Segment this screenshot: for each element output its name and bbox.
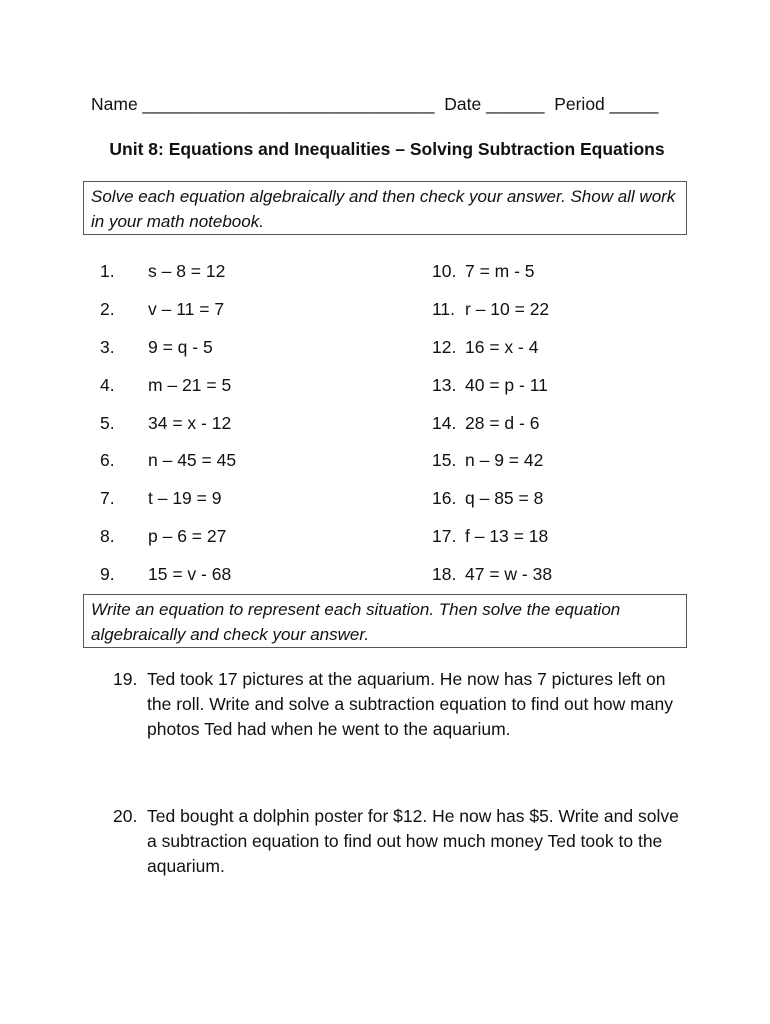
problem-number: 6. (100, 450, 115, 471)
problem-number: 13. (432, 374, 457, 395)
problem-equation: 16 = x - 4 (465, 336, 539, 357)
problem-item (100, 253, 236, 291)
instructions-box-1: Solve each equation algebraically and then check your answer. Show all work in your math notebook. (83, 181, 687, 235)
problem-number: 4. (100, 374, 115, 395)
word-problem-20 (113, 804, 683, 879)
problem-item (432, 555, 552, 593)
problem-number: 10. (432, 261, 457, 282)
problems-left-column (100, 253, 236, 593)
problem-number: 15. (432, 450, 457, 471)
problem-item (100, 404, 236, 442)
problem-item (432, 329, 552, 367)
page-title: Unit 8: Equations and Inequalities – Solving Subtraction Equations (109, 139, 665, 159)
problem-equation: 9 = q - 5 (148, 336, 213, 357)
problem-item (432, 291, 552, 329)
problem-equation: 28 = d - 6 (465, 412, 540, 433)
problem-item (432, 480, 552, 518)
problem-item (432, 366, 552, 404)
problem-equation: 34 = x - 12 (148, 412, 232, 433)
problem-equation: t – 19 = 9 (148, 488, 222, 509)
word-problem-text: Ted bought a dolphin poster for $12. He now has $5. Write and solve a subtraction equation to find out how much money Ted took to the aquarium. (147, 806, 679, 876)
problem-number: 7. (100, 488, 115, 509)
problem-equation: m – 21 = 5 (148, 374, 232, 395)
problem-item (100, 518, 236, 556)
problem-item (432, 442, 552, 480)
instructions-box-2: Write an equation to represent each situation. Then solve the equation algebraically and check your answer. (83, 594, 687, 648)
problem-equation: s – 8 = 12 (148, 261, 226, 282)
problem-item (100, 366, 236, 404)
problem-number: 2. (100, 299, 115, 320)
problem-item (432, 404, 552, 442)
problem-number: 17. (432, 525, 457, 546)
word-problem-text: Ted took 17 pictures at the aquarium. He now has 7 pictures left on the roll. Write and solve a subtraction equation to find out how many photos Ted had when he went to the aquarium. (147, 669, 673, 739)
problem-number: 8. (100, 525, 115, 546)
name-date-period-line: Name ______________________________ Date ______ Period _____ (91, 94, 659, 114)
problem-equation: n – 9 = 42 (465, 450, 544, 471)
problem-equation: p – 6 = 27 (148, 525, 227, 546)
problem-equation: v – 11 = 7 (148, 299, 225, 320)
problem-item (432, 518, 552, 556)
problem-number: 18. (432, 563, 457, 584)
problem-equation: 40 = p - 11 (465, 374, 548, 395)
problem-number: 12. (432, 336, 457, 357)
problem-number: 9. (100, 563, 115, 584)
problem-item (100, 329, 236, 367)
problem-equation: q – 85 = 8 (465, 488, 544, 509)
word-problem-19 (113, 667, 683, 742)
problem-number: 14. (432, 412, 457, 433)
problem-equation: 47 = w - 38 (465, 563, 553, 584)
problem-equation: n – 45 = 45 (148, 450, 237, 471)
word-problem-number: 19. (113, 669, 138, 689)
problem-item (100, 291, 236, 329)
problem-item (100, 480, 236, 518)
problem-item (100, 442, 236, 480)
word-problem-number: 20. (113, 806, 138, 826)
problem-item (432, 253, 552, 291)
problem-number: 3. (100, 336, 115, 357)
problem-equation: f – 13 = 18 (465, 525, 549, 546)
problem-equation: r – 10 = 22 (465, 299, 550, 320)
problem-item (100, 555, 236, 593)
problem-number: 16. (432, 488, 457, 509)
problem-equation: 15 = v - 68 (148, 563, 232, 584)
problem-equation: 7 = m - 5 (465, 261, 535, 282)
problems-right-column (432, 253, 552, 593)
problem-number: 11. (432, 299, 456, 320)
problem-number: 1. (100, 261, 115, 282)
problem-number: 5. (100, 412, 115, 433)
